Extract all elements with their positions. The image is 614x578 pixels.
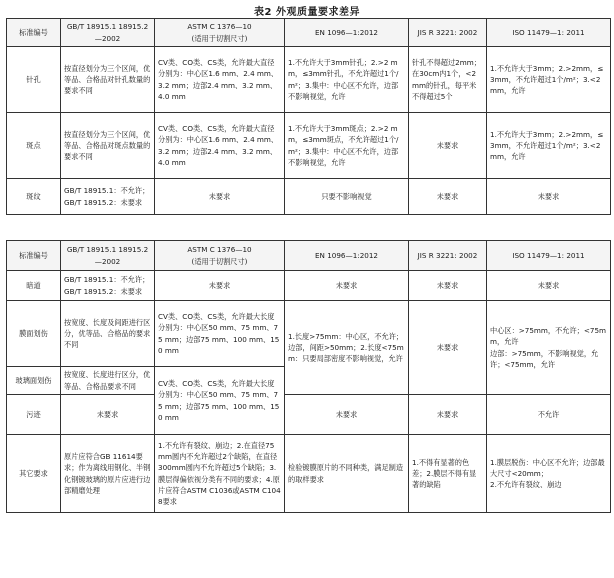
cell-iso-dirt: 不允许 [487,395,611,435]
cell-iso-other: 1.膜层脱伤：中心区不允许；边部最大尺寸<20mm； 2.不允许有裂纹、崩边 [487,435,611,513]
cell-astm-spot: CV类、CO类、CS类，允许最大直径分别为：中心区1.6 mm、2.4 mm、3.2 mm；边部2.4 mm、3.2 mm、4.0 mm [155,113,285,179]
row-label-dirt: 污迹 [7,395,61,435]
col-header-astm: ASTM C 1376—10 (适用于切割尺寸) [155,241,285,271]
row-label-pinhole: 针孔 [7,47,61,113]
header-row [7,241,611,271]
cell-gb-spot: 按直径划分为三个区间，优等品、合格品对斑点数量的要求不同 [61,113,155,179]
cell-gb-glass-scratch: 按宽度、长度进行区分，优等品、合格品要求不同 [61,367,155,395]
col-header-standard: 标准编号 [7,19,61,47]
cell-en-dirt: 未要求 [285,395,409,435]
cell-astm-glass-scratch-dirt: CV类、CO类、CS类，允许最大长度分别为：中心区50 mm、75 mm、75 mm；边部75 mm、100 mm、150 mm [155,367,285,435]
table-row [7,179,611,215]
cell-iso-streak: 未要求 [487,179,611,215]
cell-gb-streak: GB/T 18915.1：不允许； GB/T 18915.2：未要求 [61,179,155,215]
cell-gb-dirt: 未要求 [61,395,155,435]
cell-iso-spot: 1.不允许大于3mm；2.>2mm，≤3mm，不允许超过1个/m²；3.<2mm，允许 [487,113,611,179]
cell-jis-stain: 未要求 [409,271,487,301]
cell-en-spot: 1.不允许大于3mm斑点；2.>2 mm，≤3mm斑点，不允许超过1个/m²；3.集中：中心区不允许，边部不影响视觉，允许 [285,113,409,179]
cell-en-pinhole: 1.不允许大于3mm针孔；2.>2 mm，≤3mm针孔，不允许超过1个/m²；3.集中：中心区不允许，边部不影响视觉，允许 [285,47,409,113]
row-label-other: 其它要求 [7,435,61,513]
cell-gb-other: 原片应符合GB 11614要求；作为离线用钢化、半钢化钢镀玻璃的原片应进行边部精磨处理 [61,435,155,513]
col-header-jis: JIS R 3221: 2002 [409,19,487,47]
col-header-gb: GB/T 18915.1 18915.2 —2002 [61,19,155,47]
row-label-streak: 斑纹 [7,179,61,215]
row-label-glass-scratch: 玻璃面划伤 [7,367,61,395]
col-header-astm: ASTM C 1376—10 (适用于切割尺寸) [155,19,285,47]
cell-iso-pinhole: 1.不允许大于3mm；2.>2mm，≤3mm，不允许超过1个/m²；3.<2mm，允许 [487,47,611,113]
cell-en-stain: 未要求 [285,271,409,301]
cell-jis-other: 1.不得有显著的色差；2.膜层不得有显著的缺陷 [409,435,487,513]
col-header-jis: JIS R 3221: 2002 [409,241,487,271]
cell-gb-film-scratch: 按宽度、长度及间距进行区分，优等品、合格品的要求不同 [61,301,155,367]
cell-iso-film-glass-scratch: 中心区：>75mm，不允许；<75mm，允许 边部：>75mm，不影响视觉，允许；<75mm，允许 [487,301,611,395]
header-row [7,19,611,47]
table-row [7,47,611,113]
cell-astm-pinhole: CV类、CO类、CS类，允许最大直径分别为：中心区1.6 mm、2.4 mm、3.2 mm；边部2.4 mm、3.2 mm、4.0 mm [155,47,285,113]
row-label-stain: 暗道 [7,271,61,301]
cell-en-other: 检验镀膜原片的不同种类，满足制造的取样要求 [285,435,409,513]
col-header-gb: GB/T 18915.1 18915.2 —2002 [61,241,155,271]
cell-jis-spot: 未要求 [409,113,487,179]
cell-jis-streak: 未要求 [409,179,487,215]
col-header-iso: ISO 11479—1: 2011 [487,19,611,47]
table-row [7,395,611,435]
cell-jis-pinhole: 针孔不得超过2mm；在30cm内1个，<2mm的针孔，每平米不得超过5个 [409,47,487,113]
col-header-en: EN 1096—1:2012 [285,241,409,271]
table-row [7,435,611,513]
table-appearance-quality-2 [6,240,611,513]
cell-astm-streak: 未要求 [155,179,285,215]
cell-jis-film-glass-scratch: 未要求 [409,301,487,395]
cell-astm-stain: 未要求 [155,271,285,301]
row-label-spot: 斑点 [7,113,61,179]
cell-gb-pinhole: 按直径划分为三个区间，优等品、合格品对针孔数量的要求不同 [61,47,155,113]
col-header-standard: 标准编号 [7,241,61,271]
table-title: 表2 外观质量要求差异 [254,7,360,18]
table-row [7,301,611,367]
cell-gb-stain: GB/T 18915.1：不允许； GB/T 18915.2：未要求 [61,271,155,301]
table-row [7,113,611,179]
cell-astm-other: 1.不允许有裂纹、崩边；2.在直径75mm圆内不允许超过2个缺陷，在直径300mm圆内不允许超过5个缺陷；3.膜层得偏依视分类有不同的要求；4.原片应符合ASTM C1036或ASTM C1048要求 [155,435,285,513]
table-appearance-quality-1 [6,18,611,215]
cell-jis-dirt: 未要求 [409,395,487,435]
col-header-en: EN 1096—1:2012 [285,19,409,47]
row-label-film-scratch: 膜面划伤 [7,301,61,367]
col-header-iso: ISO 11479—1: 2011 [487,241,611,271]
cell-astm-film-scratch: CV类、CO类、CS类，允许最大长度分别为：中心区50 mm、75 mm、75 mm；边部75 mm、100 mm、150 mm [155,301,285,367]
cell-en-film-scratch: 1.长度>75mm：中心区，不允许；边部，间距>50mm；2.长度<75mm：只要局部密度不影响视觉，允许 [285,301,409,395]
cell-iso-stain: 未要求 [487,271,611,301]
table-row [7,271,611,301]
cell-en-streak: 只要不影响视觉 [285,179,409,215]
